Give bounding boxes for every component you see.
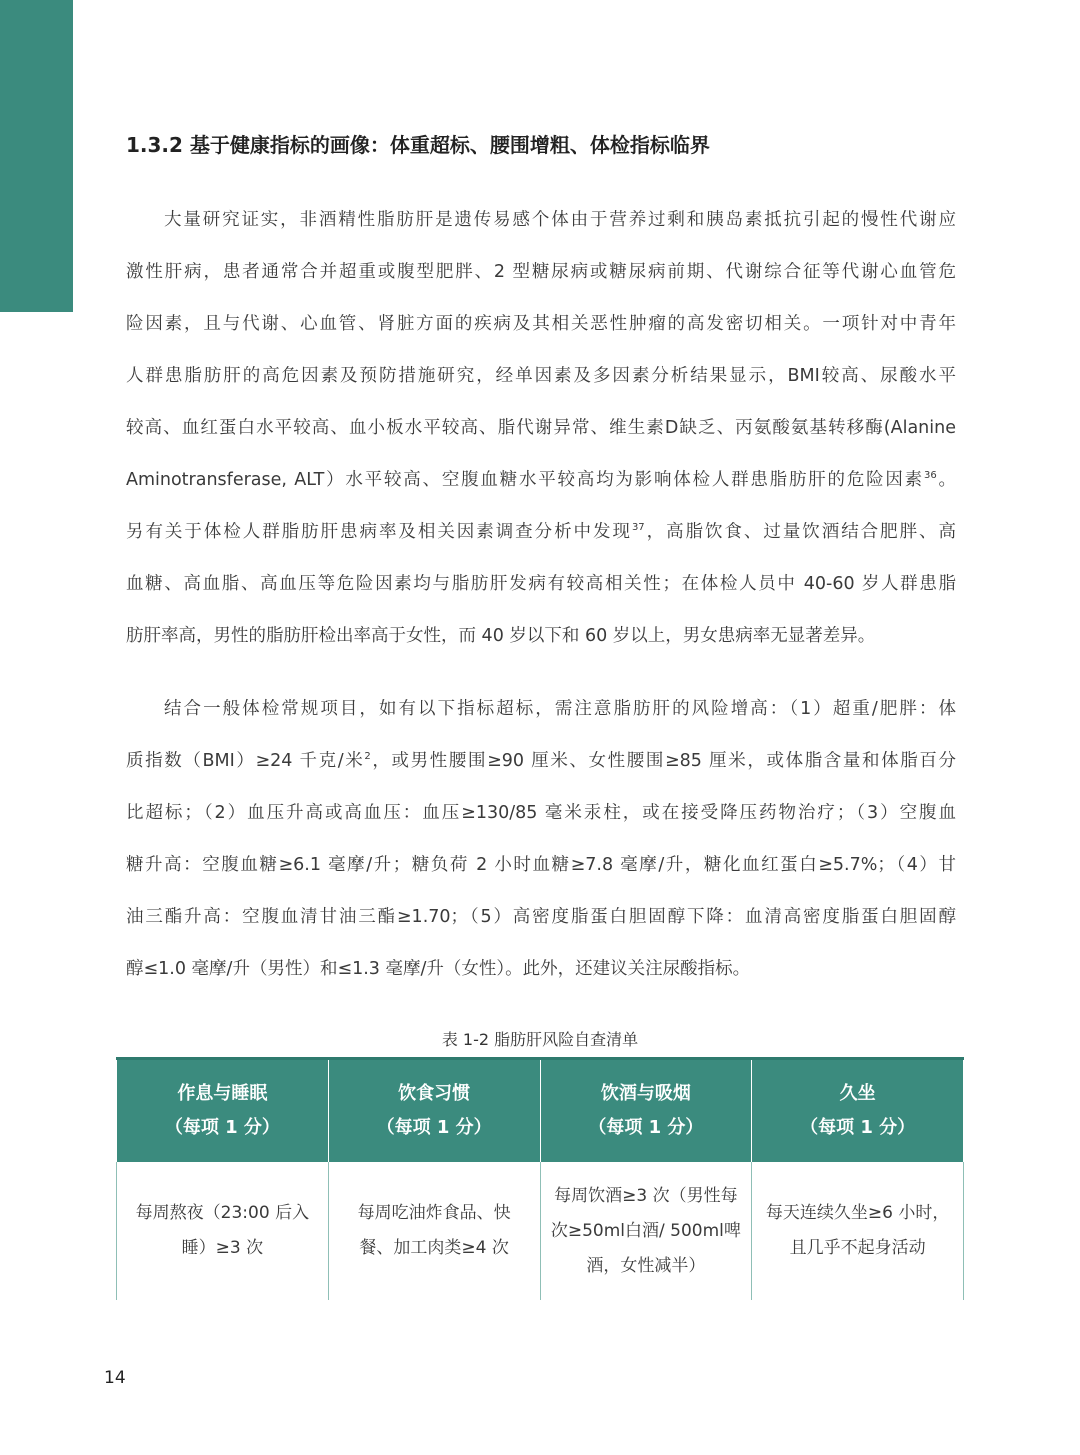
- text-line: 糖升高：空腹血糖≥6.1 毫摩/升；糖负荷 2 小时血糖≥7.8 毫摩/升，糖化血红蛋白≥5.7%；（4）甘: [126, 855, 956, 875]
- header-diet: [328, 1059, 540, 1163]
- cell-line: 且几乎不起身活动: [789, 1238, 926, 1258]
- header-alcohol-smoking: [540, 1059, 752, 1163]
- text-line: 险因素，且与代谢、心血管、肾脏方面的疾病及其相关恶性肿瘤的高发密切相关。一项针对中青年: [126, 314, 956, 334]
- text-line: 大量研究证实，非酒精性脂肪肝是遗传易感个体由于营养过剩和胰岛素抵抗引起的慢性代谢应: [164, 210, 956, 230]
- section-title: 1.3.2 基于健康指标的画像：体重超标、腰围增粗、体检指标临界: [126, 133, 710, 157]
- cell-line: 每周饮酒≥3 次（男性每: [554, 1185, 738, 1206]
- header-subtitle: （每项 1 分）: [164, 1117, 280, 1138]
- text-line: 结合一般体检常规项目，如有以下指标超标，需注意脂肪肝的风险增高：（1）超重/肥胖：体: [164, 699, 956, 719]
- text-line-with-superscript: [126, 735, 956, 787]
- superscript: 2: [364, 751, 371, 762]
- text-line: 醇≤1.0 毫摩/升（男性）和≤1.3 毫摩/升（女性）。此外，还建议关注尿酸指标。: [126, 959, 751, 979]
- paragraph-risk-factors: [126, 194, 956, 662]
- side-accent-bar: [0, 0, 73, 312]
- header-sleep: [117, 1059, 329, 1163]
- citation-36: 36: [923, 470, 937, 481]
- cell-line: 餐、加工肉类≥4 次: [359, 1238, 509, 1258]
- text-line: 油三酯升高：空腹血清甘油三酯≥1.70；（5）高密度脂蛋白胆固醇下降：血清高密度脂蛋白胆固醇: [126, 907, 956, 927]
- page-number: 14: [104, 1368, 126, 1388]
- text-line: 较高、血红蛋白水平较高、血小板水平较高、脂代谢异常、维生素D缺乏、丙氨酸氨基转移酶(Alanine: [126, 418, 956, 438]
- cell-line: 每周吃油炸食品、快: [357, 1203, 511, 1223]
- header-title: 作息与睡眠: [177, 1083, 268, 1104]
- text-line: 比超标；（2）血压升高或高血压：血压≥130/85 毫米汞柱，或在接受降压药物治疗；（3）空腹血: [126, 803, 956, 823]
- table-header-row: [117, 1059, 964, 1163]
- cell-line: 睡）≥3 次: [181, 1238, 264, 1258]
- text-segment: 质指数（BMI）≥24 千克/米: [126, 751, 365, 771]
- text-line: 肪肝率高，男性的脂肪肝检出率高于女性，而 40 岁以下和 60 岁以上，男女患病率无显著差异。: [126, 626, 876, 646]
- header-subtitle: （每项 1 分）: [588, 1117, 704, 1138]
- header-subtitle: （每项 1 分）: [800, 1117, 916, 1138]
- header-subtitle: （每项 1 分）: [376, 1117, 492, 1138]
- table-cell: [752, 1162, 964, 1300]
- cell-line: 每周熬夜（23:00 后入: [135, 1203, 310, 1223]
- risk-checklist-table: [116, 1057, 964, 1300]
- paragraph-checkup-indicators: [126, 683, 956, 995]
- text-line-with-citation: [126, 454, 956, 506]
- text-segment: Aminotransferase, ALT）水平较高、空腹血糖水平较高均为影响体检人群患脂肪肝的危险因素: [126, 470, 924, 490]
- cell-line: 每天连续久坐≥6 小时，: [765, 1203, 950, 1223]
- citation-37: 37: [631, 522, 645, 533]
- text-line: 人群患脂肪肝的高危因素及预防措施研究，经单因素及多因素分析结果显示，BMI较高、尿酸水平: [126, 366, 956, 386]
- cell-line: 次≥50ml白酒/ 500ml啤: [550, 1220, 741, 1241]
- text-segment: ，高脂饮食、过量饮酒结合肥胖、高: [644, 522, 956, 542]
- table-cell: [540, 1162, 752, 1300]
- text-line-with-citation: [126, 506, 956, 558]
- text-segment: 另有关于体检人群脂肪肝患病率及相关因素调查分析中发现: [126, 522, 632, 542]
- table-cell: [328, 1162, 540, 1300]
- text-segment: 。: [936, 470, 956, 490]
- cell-line: 酒，女性减半）: [586, 1255, 706, 1276]
- text-segment: ，或男性腰围≥90 厘米、女性腰围≥85 厘米，或体脂含量和体脂百分: [370, 751, 956, 771]
- header-title: 饮食习惯: [398, 1083, 471, 1104]
- text-line: 血糖、高血脂、高血压等危险因素均与脂肪肝发病有较高相关性；在体检人员中 40-60 岁人群患脂: [126, 574, 956, 594]
- header-title: 饮酒与吸烟: [600, 1083, 691, 1104]
- table-caption: 表 1-2 脂肪肝风险自查清单: [441, 1030, 639, 1049]
- header-sedentary: [752, 1059, 964, 1163]
- header-title: 久坐: [839, 1083, 876, 1104]
- text-line: 激性肝病，患者通常合并超重或腹型肥胖、2 型糖尿病或糖尿病前期、代谢综合征等代谢心血管危: [126, 262, 956, 282]
- table-row: [117, 1162, 964, 1300]
- table-cell: [117, 1162, 329, 1300]
